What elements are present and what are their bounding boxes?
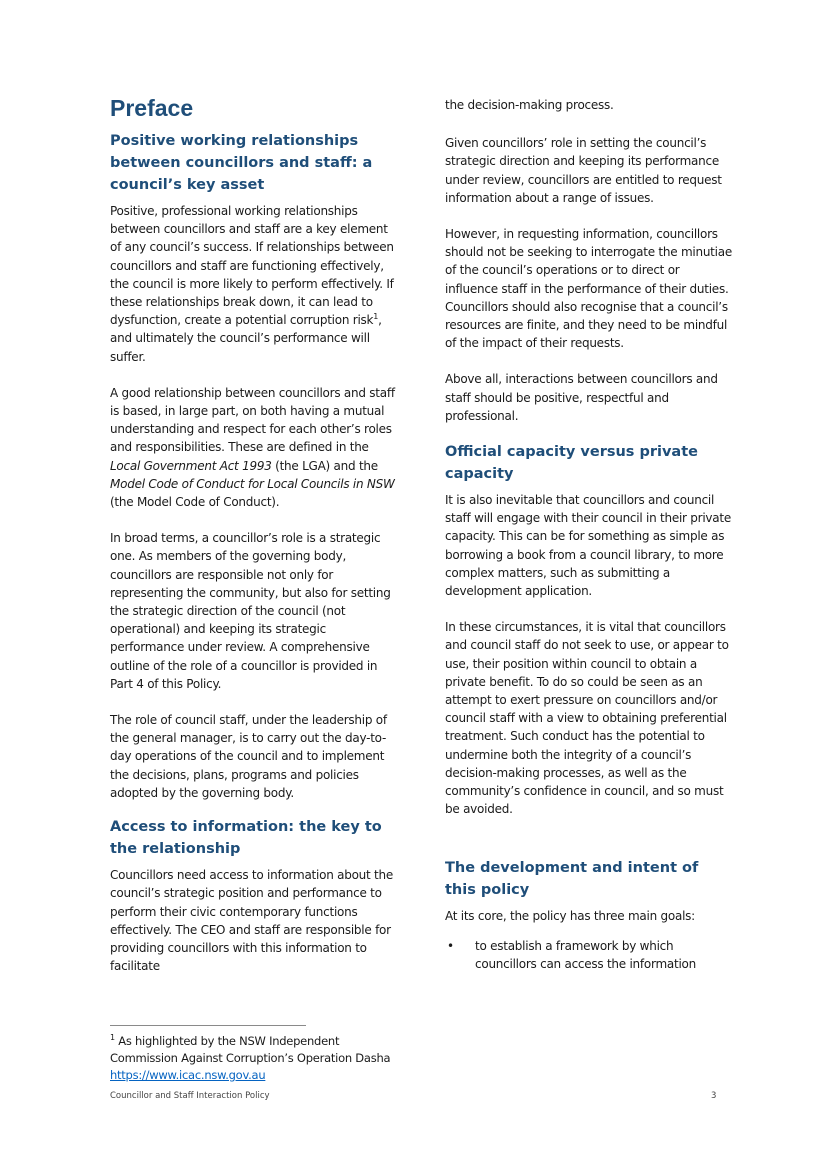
footnote-ref[interactable]: 1 bbox=[373, 312, 379, 322]
paragraph: In these circumstances, it is vital that councillors and council staff do not seek to use, or appear to use, their position within council to obtain a private benefit. To do so could be seen as an attempt to exert pressure on councillors and/or council staff with a view to obtaining preferential treatment. Such conduct has the potential to undermine both the integrity of a council’s decision-making processes, as well as the community’s confidence in council, and so must be avoided. bbox=[445, 620, 729, 817]
goals-list bbox=[445, 937, 733, 973]
bullet-icon: • bbox=[447, 938, 454, 953]
section-heading-development: The development and intent of this policy bbox=[445, 859, 699, 898]
list-item: • to establish a framework by which councillors can access the information bbox=[447, 938, 696, 971]
paragraph: In broad terms, a councillor’s role is a strategic one. As members of the governing body, councillors are responsible not only for representing the community, but also for setting the strategic direction of the council (not operational) and keeping its strategic performance under review. A comprehensive outline of the role of a councillor is provided in Part 4 of this Policy. bbox=[110, 531, 391, 691]
right-column bbox=[445, 96, 733, 973]
section-heading-access: Access to information: the key to the relationship bbox=[110, 819, 382, 858]
paragraph: Councillors need access to information about the council’s strategic position and performance to perform their civic contemporary functions effectively. The CEO and staff are responsible for providing councillors with this information to facilitate bbox=[110, 868, 393, 974]
paragraph: However, in requesting information, councillors should not be seeking to interrogate the minutiae of the council’s operations or to direct or influence staff in the performance of their duties. Councillors should also recognise that a council’s resources are finite, and they need to be mindful of the impact of their requests. bbox=[445, 227, 732, 351]
paragraph: It is also inevitable that councillors and council staff will engage with their council in their private capacity. This can be for something as simple as borrowing a book from a council library, to more complex matters, such as submitting a development application. bbox=[445, 493, 731, 599]
code-title: Model Code of Conduct for Local Councils in NSW bbox=[110, 476, 395, 491]
footer-doc-title: Councillor and Staff Interaction Policy bbox=[110, 1091, 270, 1101]
paragraph: Positive, professional working relationships between councillors and staff are a key element of any council’s success. If relationships between councillors and staff are functioning effectively, the council is more likely to perform effectively. If these relationships break down, it can lead to dysfunction, create a potential corruption risk$^1$, and ultimately the council’s performance will suffer. bbox=[110, 204, 394, 364]
paragraph: Given councillors’ role in setting the council’s strategic direction and keeping its performance under review, councillors are entitled to request information about a range of issues. bbox=[445, 136, 722, 205]
act-title: Local Government Act 1993 bbox=[110, 458, 272, 473]
paragraph: At its core, the policy has three main goals: bbox=[445, 908, 695, 923]
footnote: $^1$ As highlighted by the NSW Independent Commission Against Corruption’s Operation Dasha https://www.icac.nsw.gov.au bbox=[110, 1033, 391, 1082]
paragraph: the decision-making process. bbox=[445, 98, 614, 112]
paragraph: Above all, interactions between councillors and staff should be positive, respectful and professional. bbox=[445, 372, 718, 423]
section-heading-relationships: Positive working relationships between councillors and staff: a council’s key asset bbox=[110, 133, 373, 193]
page-number: 3 bbox=[711, 1091, 717, 1101]
paragraph: A good relationship between councillors and staff is based, in large part, on both having a mutual understanding and respect for each other’s roles and responsibilities. These are defined in the Local Government Act 1993 (the LGA) and the Model Code of Conduct for Local Councils in NSW (the Model Code of Conduct). bbox=[110, 385, 395, 510]
page-title: Preface bbox=[110, 95, 194, 121]
section-heading-capacity: Official capacity versus private capacity bbox=[445, 444, 698, 483]
footnote-divider bbox=[110, 1025, 306, 1026]
footnote-number: 1 bbox=[110, 1033, 115, 1043]
footnote-link[interactable]: https://www.icac.nsw.gov.au bbox=[110, 1068, 266, 1082]
paragraph: The role of council staff, under the leadership of the general manager, is to carry out the day-to-day operations of the council and to implement the decisions, plans, programs and policies adopted by the governing body. bbox=[110, 713, 387, 800]
left-column bbox=[110, 94, 398, 993]
